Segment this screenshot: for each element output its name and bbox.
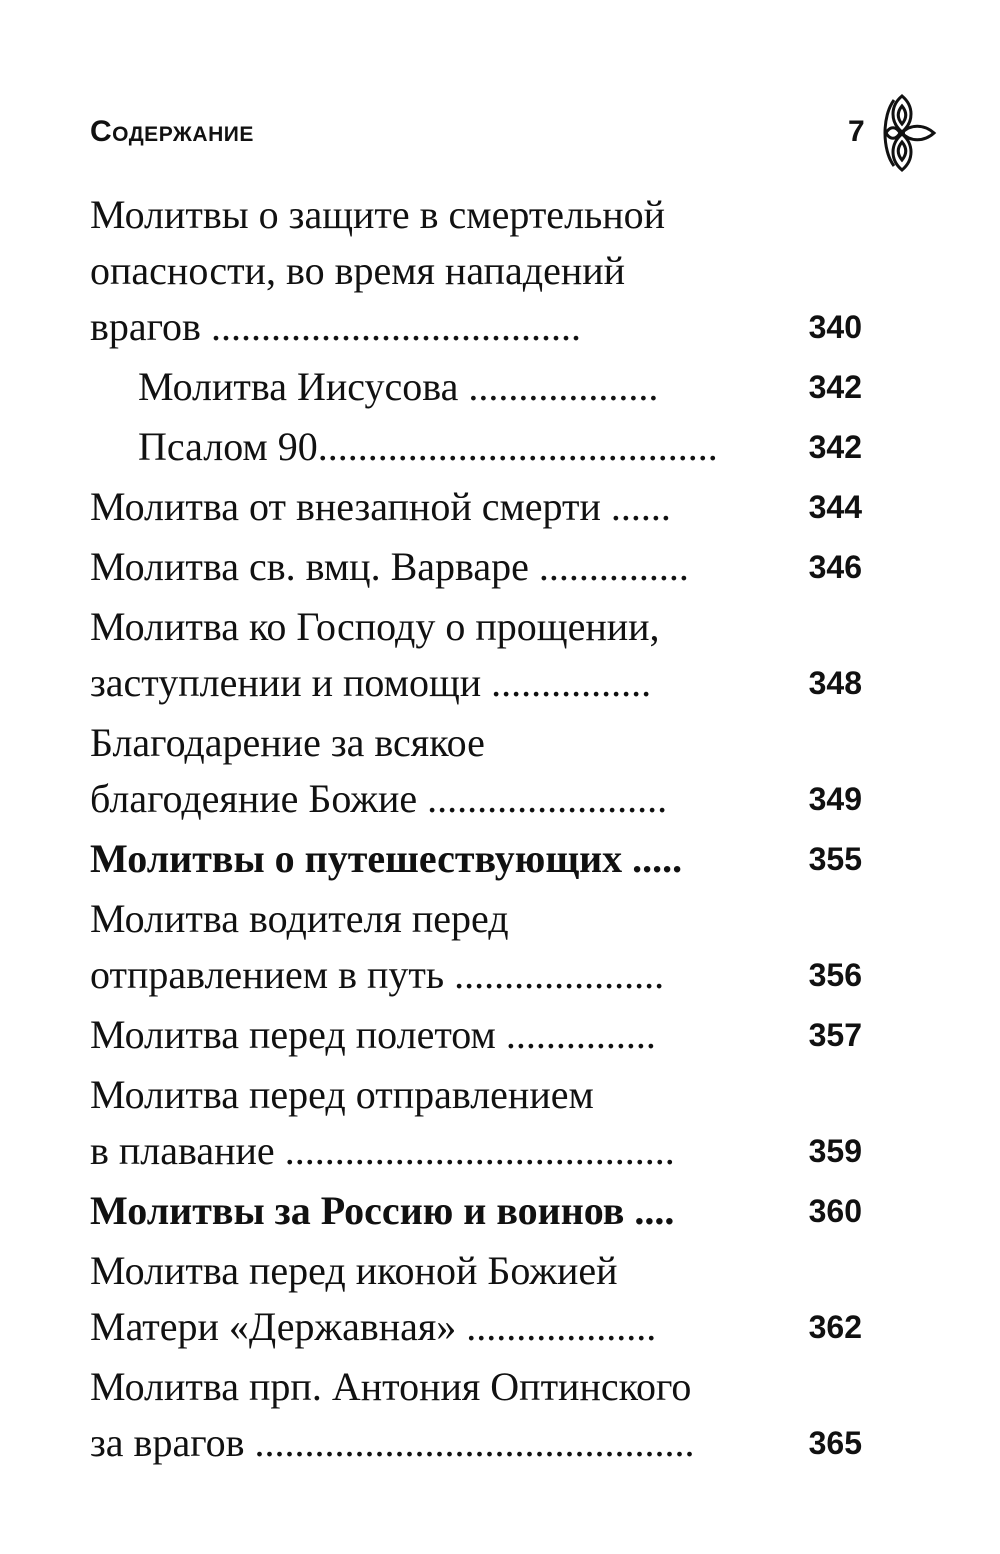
toc-entry-page-number: 356 [808,957,862,993]
toc-entry [90,187,890,355]
toc-entry-title: Молитва перед отправлением [90,1072,594,1117]
toc-entry [90,715,890,827]
toc-entry-line [90,1067,890,1123]
toc-entry-line [90,1183,890,1239]
toc-entry-page-number: 344 [808,489,862,525]
toc-entry-line [90,359,890,415]
toc-entry-title: Молитвы о защите в смертельной [90,192,666,237]
toc-entry [90,1067,890,1179]
toc-entry-page-number: 355 [808,841,862,877]
toc-entry-line [90,771,890,827]
toc-entry-line [90,1359,890,1415]
toc-entry-title: Благодарение за всякое [90,720,485,765]
toc-entry-line [90,599,890,655]
page-number: 7 [848,115,865,148]
toc-entry-title: Молитва от внезапной смерти ...... [90,484,671,529]
toc-entry [90,539,890,595]
toc-entry-title: Молитва св. вмц. Варваре ............... [90,544,689,589]
toc-entry-page-number: 342 [808,369,862,405]
toc-entry-page-number: 342 [808,429,862,465]
toc-entry-title: за врагов ............................................ [90,1420,695,1465]
toc-entry-page-number: 357 [808,1017,862,1053]
toc-entry [90,831,890,887]
toc-entry-line [90,715,890,771]
toc-entry-title: опасности, во время нападений [90,248,626,293]
toc-entry-line [90,243,890,299]
toc-entry-title: Молитвы о путешествующих ..... [90,836,683,881]
toc-entry-title: врагов ..................................... [90,304,581,349]
toc-entry-line [90,1299,890,1355]
toc-entry [90,1359,890,1471]
toc-entry-line [90,299,890,355]
toc-entry-line [90,1007,890,1063]
toc-entry [90,599,890,711]
toc-entry-page-number: 362 [808,1309,862,1345]
toc-entry-title: благодеяние Божие ........................ [90,776,668,821]
toc-entry-line [90,1243,890,1299]
toc-entry-title: отправлением в путь ..................... [90,952,665,997]
toc-entry-title: Молитва Иисусова ................... [138,364,659,409]
toc-entry-line [90,655,890,711]
toc-entry-line [90,831,890,887]
toc-entry-line [90,479,890,535]
toc-entry-line [90,419,890,475]
toc-entry-line [90,947,890,1003]
toc-entry-line [90,187,890,243]
decorative-knot-icon [872,88,942,178]
toc-entry-title: Молитва ко Господу о прощении, [90,604,660,649]
toc-entry-title: Молитва водителя перед [90,896,509,941]
toc-entry-page-number: 360 [808,1193,862,1229]
toc-entry-page-number: 346 [808,549,862,585]
toc-entry [90,479,890,535]
toc-entry-line [90,1123,890,1179]
toc-entry-line [90,539,890,595]
toc-entry-page-number: 348 [808,665,862,701]
toc-entry-title: Молитва перед иконой Божией [90,1248,618,1293]
table-of-contents [90,187,890,1471]
toc-entry-page-number: 340 [808,309,862,345]
page-title: Содержание [90,115,254,148]
toc-entry-line [90,891,890,947]
toc-entry-line [90,1415,890,1471]
toc-entry-page-number: 359 [808,1133,862,1169]
toc-entry-title: Матери «Державная» ................... [90,1304,657,1349]
toc-entry [90,891,890,1003]
toc-entry-title: в плавание ....................................... [90,1128,675,1173]
toc-entry-page-number: 349 [808,781,862,817]
toc-entry [90,359,890,415]
toc-entry [90,1007,890,1063]
toc-entry-title: заступлении и помощи ................ [90,660,652,705]
toc-entry-title: Молитва перед полетом ............... [90,1012,656,1057]
toc-entry-title: Молитвы за Россию и воинов .... [90,1188,675,1233]
toc-entry-title: Псалом 90........................................ [138,424,718,469]
toc-entry [90,1183,890,1239]
page-header [0,0,1000,180]
toc-entry [90,419,890,475]
toc-entry [90,1243,890,1355]
toc-entry-title: Молитва прп. Антония Оптинского [90,1364,692,1409]
toc-entry-page-number: 365 [808,1425,862,1461]
